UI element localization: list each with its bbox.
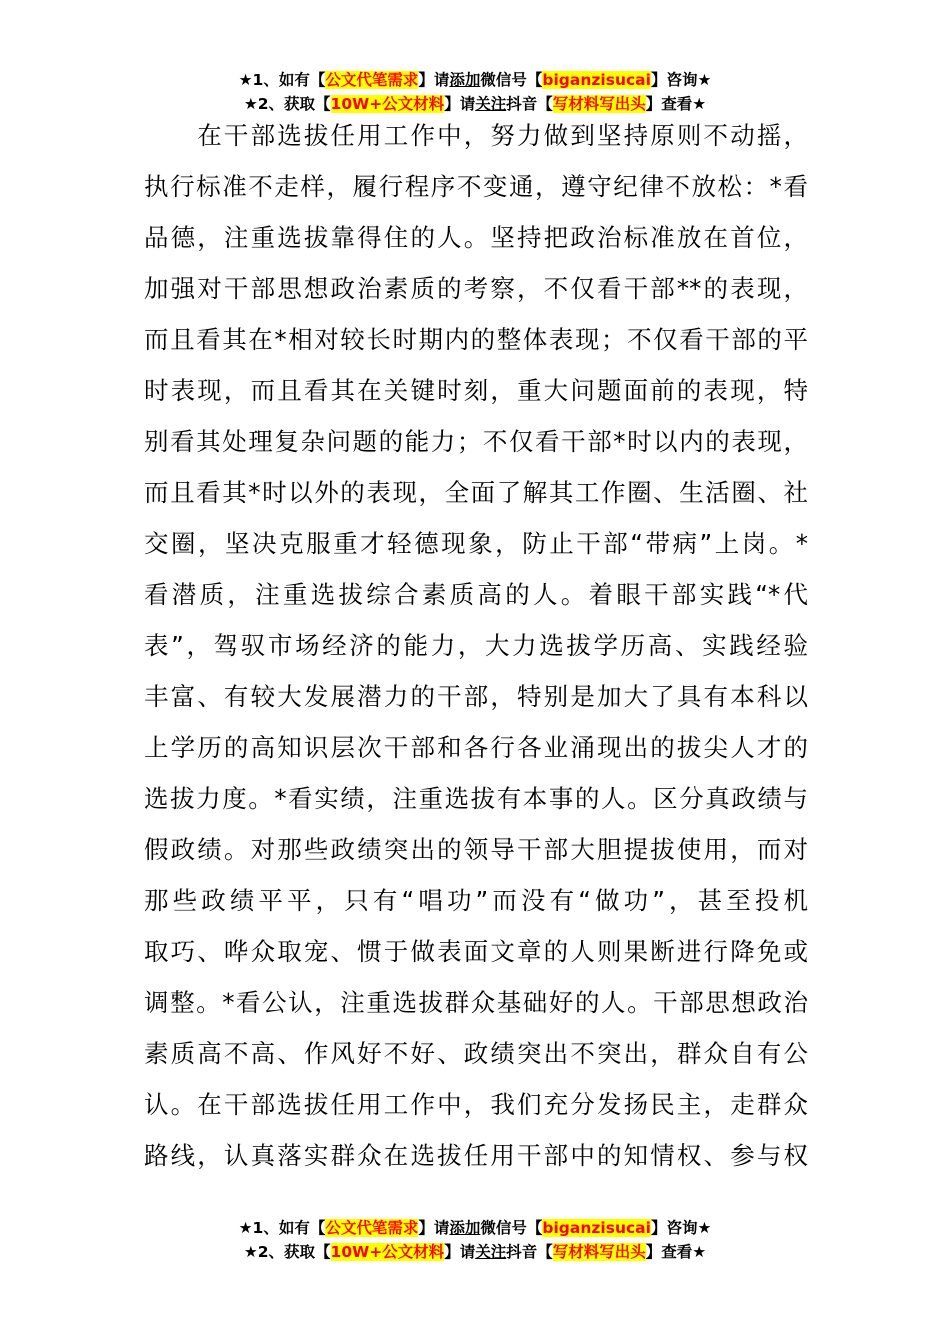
header-line-2-mid2: 抖音【 [506,95,553,113]
body-line: 认。在干部选拔任用工作中，我们充分发扬民主，走群众 [144,1090,808,1119]
footer-line-2-prefix: ★2、获取【 [243,1243,331,1261]
follow-text: 关注 [475,1243,507,1261]
body-line: 看潜质，注重选拔综合素质高的人。着眼干部实践“*代 [144,580,808,609]
footer-line-2-mid1: 】请 [444,1243,476,1261]
add-text: 添加 [449,71,481,89]
service-highlight: 公文代笔需求 [325,71,419,89]
body-line: 那些政绩平平，只有“唱功”而没有“做功”，甚至投机 [144,886,808,915]
service-highlight: 公文代笔需求 [325,1219,419,1237]
follow-text: 关注 [475,95,507,113]
body-line: 而且看其*时以外的表现，全面了解其工作圈、生活圈、社 [144,478,808,507]
header-line-2-suffix: 】查看★ [645,95,707,113]
header-line-1-prefix: ★1、如有【 [238,71,326,89]
body-line: 加强对干部思想政治素质的考察，不仅看干部**的表现， [144,274,808,303]
body-line: 时表现，而且看其在关键时刻，重大问题面前的表现，特 [144,376,808,405]
body-line: 取巧、哗众取宠、惯于做表面文章的人则果断进行降免或 [144,937,808,966]
body-line: 品德，注重选拔靠得住的人。坚持把政治标准放在首位， [144,223,808,252]
materials-highlight: 10W+公文材料 [330,95,445,113]
footer-line-2-suffix: 】查看★ [645,1243,707,1261]
footer-banner [0,1216,950,1264]
body-line: 丰富、有较大发展潜力的干部，特别是加大了具有本科以 [144,682,808,711]
header-line-1-mid1: 】请 [418,71,450,89]
body-line: 而且看其在*相对较长时期内的整体表现；不仅看干部的平 [144,325,808,354]
body-line: 素质高不高、作风好不好、政绩突出不突出，群众自有公 [144,1039,808,1068]
body-line: 选拔力度。*看实绩，注重选拔有本事的人。区分真政绩与 [144,784,808,813]
materials-highlight: 10W+公文材料 [330,1243,445,1261]
body-line: 交圈，坚决克服重才轻德现象，防止干部“带病”上岗。* [144,529,808,558]
body-line: 假政绩。对那些政绩突出的领导干部大胆提拔使用，而对 [144,835,808,864]
header-line-1 [0,68,950,92]
footer-line-2-mid2: 抖音【 [506,1243,553,1261]
body-line: 上学历的高知识层次干部和各行各业涌现出的拔尖人才的 [144,733,808,762]
header-line-2-mid1: 】请 [444,95,476,113]
header-banner [0,68,950,116]
body-line: 调整。*看公认，注重选拔群众基础好的人。干部思想政治 [144,988,808,1017]
footer-line-1-prefix: ★1、如有【 [238,1219,326,1237]
wechat-id: biganzisucai [542,71,651,89]
body-line: 别看其处理复杂问题的能力；不仅看干部*时以内的表现， [144,427,808,456]
footer-line-1-suffix: 】咨询★ [650,1219,712,1237]
douyin-name: 写材料写出头 [552,1243,646,1261]
footer-line-1-mid2: 微信号【 [480,1219,543,1237]
body-line: 在干部选拔任用工作中，努力做到坚持原则不动摇， [144,121,808,150]
body-line: 表”，驾驭市场经济的能力，大力选拔学历高、实践经验 [144,631,808,660]
body-line: 执行标准不走样，履行程序不变通，遵守纪律不放松：*看 [144,172,808,201]
wechat-id: biganzisucai [542,1219,651,1237]
douyin-name: 写材料写出头 [552,95,646,113]
header-line-1-mid2: 微信号【 [480,71,543,89]
header-line-1-suffix: 】咨询★ [650,71,712,89]
footer-line-2 [0,1240,950,1264]
footer-line-1 [0,1216,950,1240]
document-body [144,110,808,1181]
body-line: 路线，认真落实群众在选拔任用干部中的知情权、参与权 [144,1141,808,1170]
header-line-2-prefix: ★2、获取【 [243,95,331,113]
footer-line-1-mid1: 】请 [418,1219,450,1237]
add-text: 添加 [449,1219,481,1237]
